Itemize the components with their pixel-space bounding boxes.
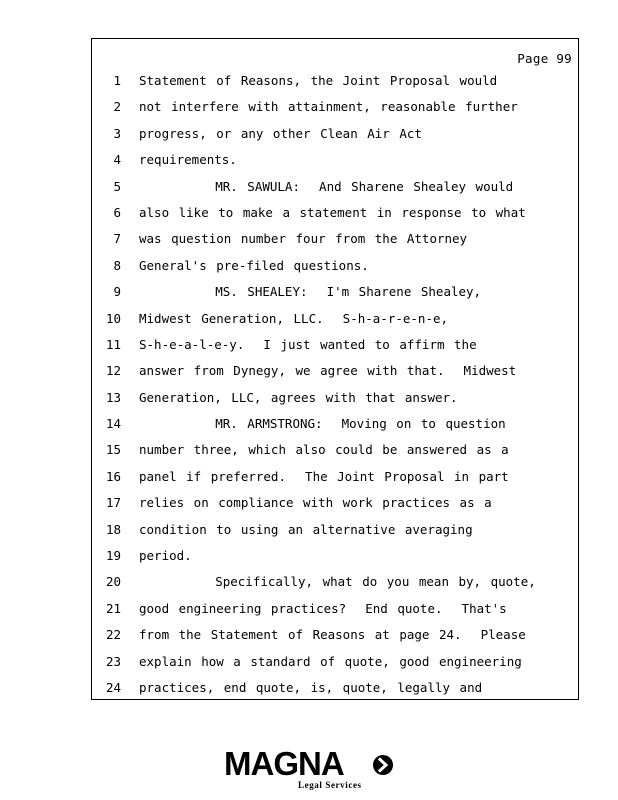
- transcript-line: [92, 257, 578, 283]
- line-number: 4: [113, 152, 121, 168]
- transcript-line: [92, 310, 578, 336]
- line-number: 14: [105, 416, 121, 432]
- transcript-line: [92, 415, 578, 441]
- transcript-line: [92, 494, 578, 520]
- line-text: requirements.: [139, 152, 237, 168]
- transcript-line: [92, 679, 578, 705]
- transcript-line: [92, 653, 578, 679]
- line-text: Midwest Generation, LLC. S-h-a-r-e-n-e,: [139, 310, 449, 326]
- logo-subtitle: Legal Services: [298, 780, 362, 790]
- line-text: condition to using an alternative averaging: [139, 521, 473, 537]
- transcript-line: [92, 626, 578, 652]
- transcript-line: [92, 389, 578, 415]
- transcript-line: [92, 441, 578, 467]
- line-text: also like to make a statement in response to what: [139, 204, 526, 220]
- transcript-line: [92, 72, 578, 98]
- line-number: 18: [105, 521, 121, 537]
- line-number: 8: [113, 257, 121, 273]
- line-number: 13: [105, 389, 121, 405]
- transcript-line: [92, 283, 578, 309]
- line-number: 23: [105, 653, 121, 669]
- line-text: period.: [139, 548, 192, 564]
- line-text: explain how a standard of quote, good engineering: [139, 653, 522, 669]
- line-text: good engineering practices? End quote. That's: [139, 600, 507, 616]
- line-number: 12: [105, 363, 121, 379]
- line-number: 19: [105, 548, 121, 564]
- transcript-line: [92, 521, 578, 547]
- transcript-line: [92, 468, 578, 494]
- line-text: practices, end quote, is, quote, legally and: [139, 679, 483, 695]
- page-number: Page 99: [517, 51, 572, 66]
- logo-wordmark: MAGNA: [224, 745, 344, 782]
- transcript-line: [92, 573, 578, 599]
- line-text: was question number four from the Attorney: [139, 231, 468, 247]
- transcript-line: [92, 362, 578, 388]
- line-number: 17: [105, 495, 121, 511]
- line-number: 1: [113, 73, 121, 88]
- transcript-line: [92, 600, 578, 626]
- line-number: 9: [113, 284, 121, 300]
- line-text: number three, which also could be answered as a: [139, 442, 509, 458]
- line-number: 11: [105, 336, 121, 352]
- line-number: 3: [113, 125, 121, 141]
- line-text: S-h-e-a-l-e-y. I just wanted to affirm the: [139, 336, 477, 352]
- transcript-line: [92, 336, 578, 362]
- transcript-line: [92, 204, 578, 230]
- line-number: 2: [113, 99, 121, 115]
- transcript-line: [92, 230, 578, 256]
- line-number: 24: [105, 679, 121, 695]
- line-number: 15: [105, 442, 121, 458]
- transcript-line: [92, 98, 578, 124]
- magna-logo: [224, 745, 396, 795]
- line-number: 7: [113, 231, 121, 247]
- line-text: panel if preferred. The Joint Proposal in part: [139, 468, 509, 484]
- line-number: 16: [105, 468, 121, 484]
- transcript-line: [92, 125, 578, 151]
- transcript-page: [91, 38, 579, 700]
- line-text: from the Statement of Reasons at page 24. Please: [139, 627, 526, 643]
- line-text: Generation, LLC, agrees with that answer.: [139, 389, 458, 405]
- transcript-line: [92, 178, 578, 204]
- line-number: 5: [113, 178, 121, 194]
- line-text: answer from Dynegy, we agree with that. Midwest: [139, 363, 517, 379]
- line-text: General's pre-filed questions.: [139, 257, 369, 273]
- transcript-line: [92, 151, 578, 177]
- line-text: MR. ARMSTRONG: Moving on to question: [139, 416, 506, 432]
- arrow-circle-icon: [372, 754, 394, 776]
- line-text: Statement of Reasons, the Joint Proposal would: [139, 73, 498, 88]
- line-text: progress, or any other Clean Air Act: [139, 125, 422, 141]
- line-number: 22: [105, 627, 121, 643]
- line-text: relies on compliance with work practices as a: [139, 495, 492, 511]
- line-number: 6: [113, 204, 121, 220]
- line-number: 10: [105, 310, 121, 326]
- transcript-lines: [92, 72, 578, 705]
- line-number: 20: [105, 574, 121, 590]
- line-text: MS. SHEALEY: I'm Sharene Shealey,: [139, 284, 482, 300]
- line-text: Specifically, what do you mean by, quote,: [139, 574, 536, 590]
- line-text: MR. SAWULA: And Sharene Shealey would: [139, 178, 514, 194]
- transcript-line: [92, 547, 578, 573]
- line-number: 21: [105, 600, 121, 616]
- line-text: not interfere with attainment, reasonable further: [139, 99, 518, 115]
